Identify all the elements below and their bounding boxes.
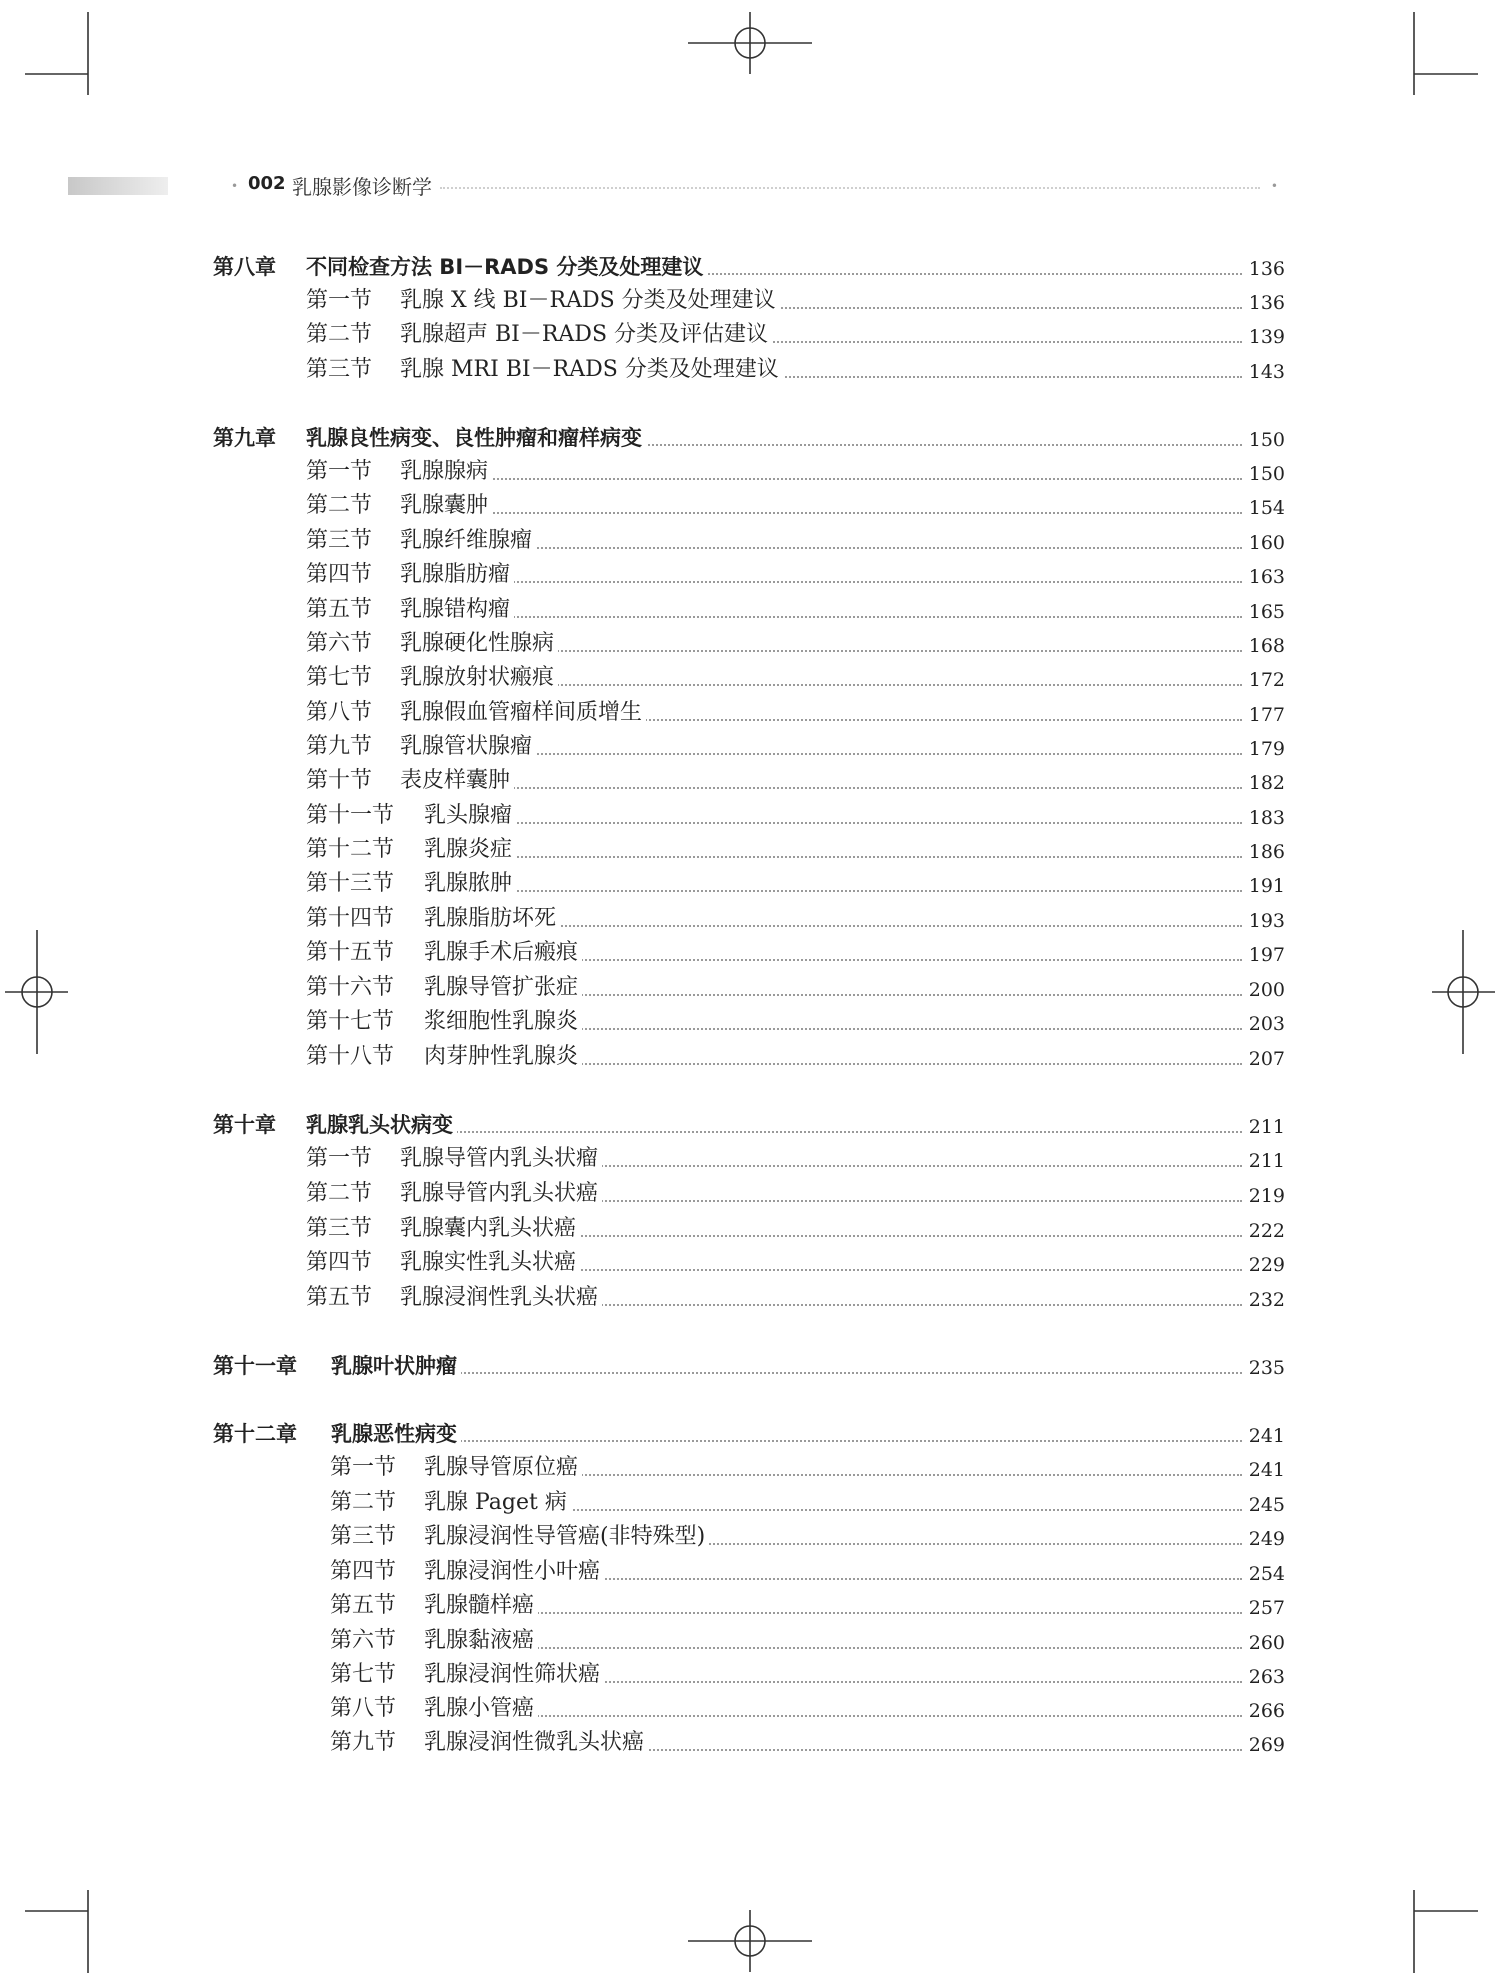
section-title: 乳腺超声 BI－RADS 分类及评估建议 [400, 320, 772, 350]
toc-section-entry[interactable] [0, 1591, 1500, 1625]
section-title: 乳头腺瘤 [424, 801, 516, 831]
section-number: 第四节 [306, 560, 376, 590]
page-ref: 177 [1245, 700, 1285, 730]
section-title: 乳腺 Paget 病 [424, 1488, 571, 1518]
section-number: 第九节 [330, 1728, 400, 1758]
chapter-number: 第十二章 [213, 1419, 301, 1449]
section-number: 第五节 [306, 1283, 376, 1313]
section-number: 第二节 [306, 491, 376, 521]
chapter-title: 乳腺乳头状病变 [306, 1110, 457, 1140]
page-ref: 136 [1245, 254, 1285, 284]
page-ref: 263 [1245, 1662, 1285, 1692]
section-title: 乳腺手术后瘢痕 [424, 938, 582, 968]
section-number: 第三节 [306, 1214, 376, 1244]
section-title: 乳腺导管原位癌 [424, 1453, 582, 1483]
toc-section-entry[interactable] [0, 1042, 1500, 1076]
section-title: 乳腺脓肿 [424, 869, 516, 899]
section-number: 第七节 [306, 663, 376, 693]
section-number: 第五节 [330, 1591, 400, 1621]
toc-section-entry[interactable] [0, 1694, 1500, 1728]
section-number: 第十二节 [306, 835, 398, 865]
header-dotted-rule [440, 187, 1260, 189]
section-number: 第十五节 [306, 938, 398, 968]
section-number: 第十三节 [306, 869, 398, 899]
section-title: 乳腺 MRI BI－RADS 分类及处理建议 [400, 355, 783, 385]
section-number: 第三节 [306, 355, 376, 385]
section-title: 乳腺导管内乳头状癌 [400, 1179, 602, 1209]
toc-section-entry[interactable] [0, 1248, 1500, 1282]
toc-section-entry[interactable] [0, 526, 1500, 560]
section-number: 第二节 [306, 320, 376, 350]
page-ref: 150 [1245, 459, 1285, 489]
page-ref: 245 [1245, 1490, 1285, 1520]
page-ref: 229 [1245, 1250, 1285, 1280]
section-title: 乳腺假血管瘤样间质增生 [400, 698, 646, 728]
registration-mark-top [688, 12, 812, 74]
section-title: 乳腺囊内乳头状癌 [400, 1214, 580, 1244]
section-number: 第一节 [306, 286, 376, 316]
dot-leader [434, 856, 1242, 858]
section-title: 乳腺放射状瘢痕 [400, 663, 558, 693]
section-number: 第六节 [306, 629, 376, 659]
section-number: 第三节 [306, 526, 376, 556]
section-number: 第一节 [306, 1144, 376, 1174]
dot-leader [434, 822, 1242, 824]
toc-section-entry[interactable] [0, 1214, 1500, 1248]
section-number: 第五节 [306, 595, 376, 625]
toc-section-entry[interactable] [0, 595, 1500, 629]
page-ref: 182 [1245, 768, 1285, 798]
section-number: 第十六节 [306, 973, 398, 1003]
chapter-title: 乳腺良性病变、良性肿瘤和瘤样病变 [306, 423, 646, 453]
toc-section-entry[interactable] [0, 320, 1500, 354]
page-ref: 193 [1245, 906, 1285, 936]
toc-section-entry[interactable] [0, 835, 1500, 869]
section-title: 乳腺浸润性微乳头状癌 [424, 1728, 648, 1758]
section-title: 乳腺导管内乳头状瘤 [400, 1144, 602, 1174]
chapter-title: 乳腺叶状肿瘤 [331, 1351, 461, 1381]
section-number: 第八节 [330, 1694, 400, 1724]
page-ref: 254 [1245, 1559, 1285, 1589]
toc-section-entry[interactable] [0, 1488, 1500, 1522]
section-number: 第四节 [330, 1557, 400, 1587]
section-number: 第四节 [306, 1248, 376, 1278]
section-title: 乳腺脂肪坏死 [424, 904, 560, 934]
section-title: 乳腺浸润性小叶癌 [424, 1557, 604, 1587]
toc-chapter-entry[interactable] [0, 1351, 1500, 1385]
page-ref: 197 [1245, 940, 1285, 970]
toc-section-entry[interactable] [0, 1522, 1500, 1556]
toc-section-entry[interactable] [0, 1728, 1500, 1762]
toc-section-entry[interactable] [0, 629, 1500, 663]
section-title: 乳腺小管癌 [424, 1694, 538, 1724]
page-number: 002 [248, 173, 286, 194]
toc-section-entry[interactable] [0, 663, 1500, 697]
book-title: 乳腺影像诊断学 [292, 175, 432, 199]
toc-section-entry[interactable] [0, 1626, 1500, 1660]
section-title: 乳腺黏液癌 [424, 1626, 538, 1656]
section-title: 乳腺髓样癌 [424, 1591, 538, 1621]
page-ref: 163 [1245, 562, 1285, 592]
section-title: 乳腺浸润性筛状癌 [424, 1660, 604, 1690]
toc-section-entry[interactable] [0, 491, 1500, 525]
toc-section-entry[interactable] [0, 698, 1500, 732]
section-number: 第六节 [330, 1626, 400, 1656]
page-ref: 191 [1245, 871, 1285, 901]
page-ref: 165 [1245, 597, 1285, 627]
page-ref: 154 [1245, 493, 1285, 523]
toc-section-entry[interactable] [0, 869, 1500, 903]
dot-leader [410, 581, 1242, 583]
section-number: 第一节 [330, 1453, 400, 1483]
page-ref: 232 [1245, 1285, 1285, 1315]
page-ref: 186 [1245, 837, 1285, 867]
page-ref: 211 [1245, 1112, 1285, 1142]
toc-section-entry[interactable] [0, 1453, 1500, 1487]
toc-section-entry[interactable] [0, 457, 1500, 491]
chapter-number: 第九章 [213, 423, 280, 453]
dot-leader [434, 1612, 1242, 1614]
page-ref: 207 [1245, 1044, 1285, 1074]
toc-section-entry[interactable] [0, 1557, 1500, 1591]
section-number: 第三节 [330, 1522, 400, 1552]
section-title: 乳腺浸润性导管癌(非特殊型) [424, 1522, 709, 1552]
page-ref: 269 [1245, 1730, 1285, 1760]
toc-section-entry[interactable] [0, 286, 1500, 320]
page-ref: 260 [1245, 1628, 1285, 1658]
toc-chapter-entry[interactable] [0, 423, 1500, 457]
toc-chapter-entry[interactable] [0, 252, 1500, 286]
toc-section-entry[interactable] [0, 1283, 1500, 1317]
toc-section-entry[interactable] [0, 732, 1500, 766]
section-title: 乳腺浸润性乳头状癌 [400, 1283, 602, 1313]
dot-leader [410, 787, 1242, 789]
page-ref: 168 [1245, 631, 1285, 661]
running-header [68, 173, 1278, 203]
section-title: 乳腺囊肿 [400, 491, 492, 521]
page-ref: 222 [1245, 1216, 1285, 1246]
header-bullet: • [231, 179, 239, 193]
dot-leader [434, 1715, 1242, 1717]
page-ref: 136 [1245, 288, 1285, 318]
section-title: 乳腺错构瘤 [400, 595, 514, 625]
page-ref: 150 [1245, 425, 1285, 455]
section-title: 乳腺脂肪瘤 [400, 560, 514, 590]
section-number: 第十节 [306, 766, 376, 796]
section-title: 乳腺腺病 [400, 457, 492, 487]
page-ref: 139 [1245, 322, 1285, 352]
page-ref: 266 [1245, 1696, 1285, 1726]
toc-section-entry[interactable] [0, 801, 1500, 835]
dot-leader [341, 1440, 1242, 1442]
page-ref: 249 [1245, 1524, 1285, 1554]
section-number: 第七节 [330, 1660, 400, 1690]
toc-section-entry[interactable] [0, 973, 1500, 1007]
page-ref: 203 [1245, 1009, 1285, 1039]
toc-section-entry[interactable] [0, 1007, 1500, 1041]
page-ref: 241 [1245, 1455, 1285, 1485]
section-title: 乳腺实性乳头状癌 [400, 1248, 580, 1278]
toc-section-entry[interactable] [0, 355, 1500, 389]
header-gradient-bar [68, 177, 168, 195]
section-title: 乳腺 X 线 BI－RADS 分类及处理建议 [400, 286, 780, 316]
chapter-number: 第八章 [213, 252, 280, 282]
dot-leader [410, 616, 1242, 618]
section-number: 第九节 [306, 732, 376, 762]
page-ref: 211 [1245, 1146, 1285, 1176]
page-ref: 200 [1245, 975, 1285, 1005]
section-number: 第十八节 [306, 1042, 398, 1072]
page-ref: 241 [1245, 1421, 1285, 1451]
section-title: 肉芽肿性乳腺炎 [424, 1042, 582, 1072]
toc-chapter-entry[interactable] [0, 1419, 1500, 1453]
section-title: 乳腺管状腺瘤 [400, 732, 536, 762]
page-ref: 143 [1245, 357, 1285, 387]
toc-section-entry[interactable] [0, 560, 1500, 594]
toc-section-entry[interactable] [0, 1660, 1500, 1694]
page-ref: 179 [1245, 734, 1285, 764]
toc-section-entry[interactable] [0, 1144, 1500, 1178]
registration-mark-bottom [688, 1910, 812, 1972]
page-ref: 160 [1245, 528, 1285, 558]
section-title: 乳腺导管扩张症 [424, 973, 582, 1003]
section-number: 第十四节 [306, 904, 398, 934]
dot-leader [341, 1372, 1242, 1374]
dot-leader [434, 1647, 1242, 1649]
chapter-title: 不同检查方法 BI－RADS 分类及处理建议 [306, 252, 707, 282]
section-number: 第十一节 [306, 801, 398, 831]
section-title: 乳腺硬化性腺病 [400, 629, 558, 659]
chapter-number: 第十一章 [213, 1351, 301, 1381]
chapter-title: 乳腺恶性病变 [331, 1419, 461, 1449]
section-title: 乳腺纤维腺瘤 [400, 526, 536, 556]
section-number: 第二节 [306, 1179, 376, 1209]
section-number: 第八节 [306, 698, 376, 728]
dot-leader [410, 478, 1242, 480]
toc-section-entry[interactable] [0, 1179, 1500, 1213]
page-ref: 172 [1245, 665, 1285, 695]
section-title: 表皮样囊肿 [400, 766, 514, 796]
section-title: 乳腺炎症 [424, 835, 516, 865]
section-title: 浆细胞性乳腺炎 [424, 1007, 582, 1037]
page-ref: 219 [1245, 1181, 1285, 1211]
section-number: 第十七节 [306, 1007, 398, 1037]
toc-chapter-entry[interactable] [0, 1110, 1500, 1144]
chapter-number: 第十章 [213, 1110, 280, 1140]
section-number: 第二节 [330, 1488, 400, 1518]
page-ref: 183 [1245, 803, 1285, 833]
dot-leader [434, 890, 1242, 892]
dot-leader [410, 512, 1242, 514]
toc-section-entry[interactable] [0, 766, 1500, 800]
toc-section-entry[interactable] [0, 904, 1500, 938]
header-bullet: • [1270, 179, 1278, 193]
toc-section-entry[interactable] [0, 938, 1500, 972]
page-ref: 257 [1245, 1593, 1285, 1623]
page-ref: 235 [1245, 1353, 1285, 1383]
section-number: 第一节 [306, 457, 376, 487]
